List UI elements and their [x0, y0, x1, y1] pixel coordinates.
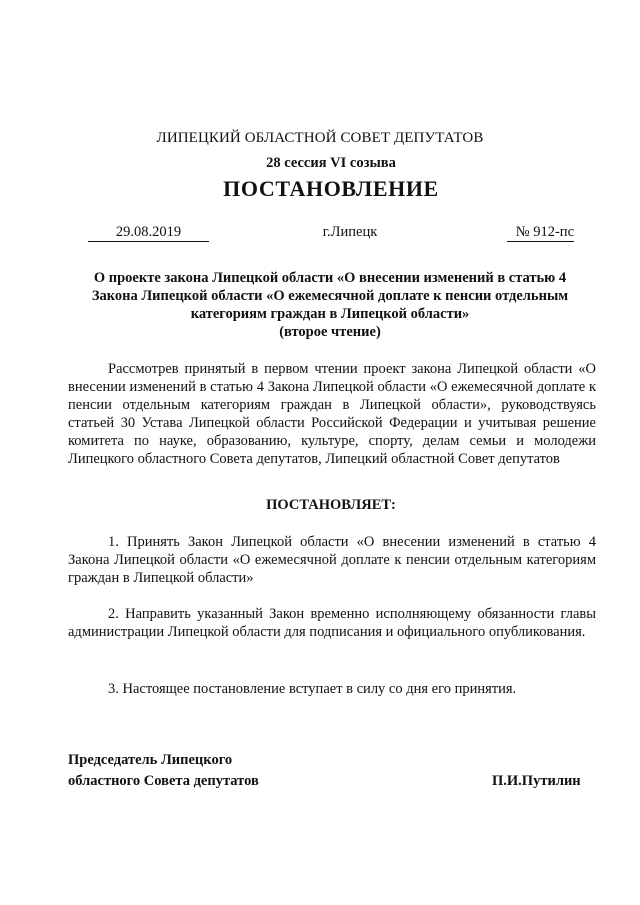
document-meta: [0, 224, 640, 244]
document-type: ПОСТАНОВЛЕНИЕ: [223, 176, 439, 201]
title-line: категориям граждан в Липецкой области»: [190, 306, 470, 322]
title-line: О проекте закона Липецкой области «О внесении изменений в статью 4: [93, 270, 567, 286]
council-name: ЛИПЕЦКИЙ ОБЛАСТНОЙ СОВЕТ ДЕПУТАТОВ: [156, 130, 484, 146]
document-title: [60, 269, 600, 341]
document-place: г.Липецк: [322, 224, 378, 240]
document-number: № 912-пс: [507, 224, 574, 242]
resolution-item-3: [68, 680, 596, 698]
resolution-item-text: 1. Принять Закон Липецкой области «О внесении изменений в статью 4 Закона Липецкой области «О ежемесячной доплате к пенсии отдельным категориям граждан в Липецкой области»: [68, 534, 596, 586]
session-label: 28 сессия VI созыва: [266, 155, 396, 171]
resolution-item-text: 3. Настоящее постановление вступает в силу со дня его принятия.: [108, 681, 517, 697]
resolution-item-2: [68, 605, 596, 641]
document-date: 29.08.2019: [88, 224, 209, 242]
preamble-paragraph: [68, 360, 596, 468]
signatory-title-line: Председатель Липецкого: [68, 752, 233, 768]
preamble-text: Рассмотрев принятый в первом чтении проект закона Липецкой области «О внесении изменений в статью 4 Закона Липецкой области «О ежемесячной доплате к пенсии отдельным категориям граждан в Липецкой области», руководствуясь статьей 30 Устава Липецкой области Российской Федерации и учитывая решение комитета по науке, образованию, культуре, спорту, делам семьи и молодежи Липецкого областного Совета депутатов, Липецкий областной Совет депутатов: [68, 361, 596, 467]
signatory-title: [68, 750, 259, 792]
resolution-item-1: [68, 533, 596, 587]
resolution-item-text: 2. Направить указанный Закон временно исполняющему обязанности главы администрации Липецкой области для подписания и официального опубликования.: [68, 606, 596, 640]
resolves-heading: ПОСТАНОВЛЯЕТ:: [266, 497, 396, 513]
reading-label: (второе чтение): [279, 324, 381, 340]
title-line: Закона Липецкой области «О ежемесячной доплате к пенсии отдельным: [91, 288, 569, 304]
signatory-name: П.И.Путилин: [492, 773, 581, 789]
signatory-title-line: областного Совета депутатов: [68, 773, 259, 789]
